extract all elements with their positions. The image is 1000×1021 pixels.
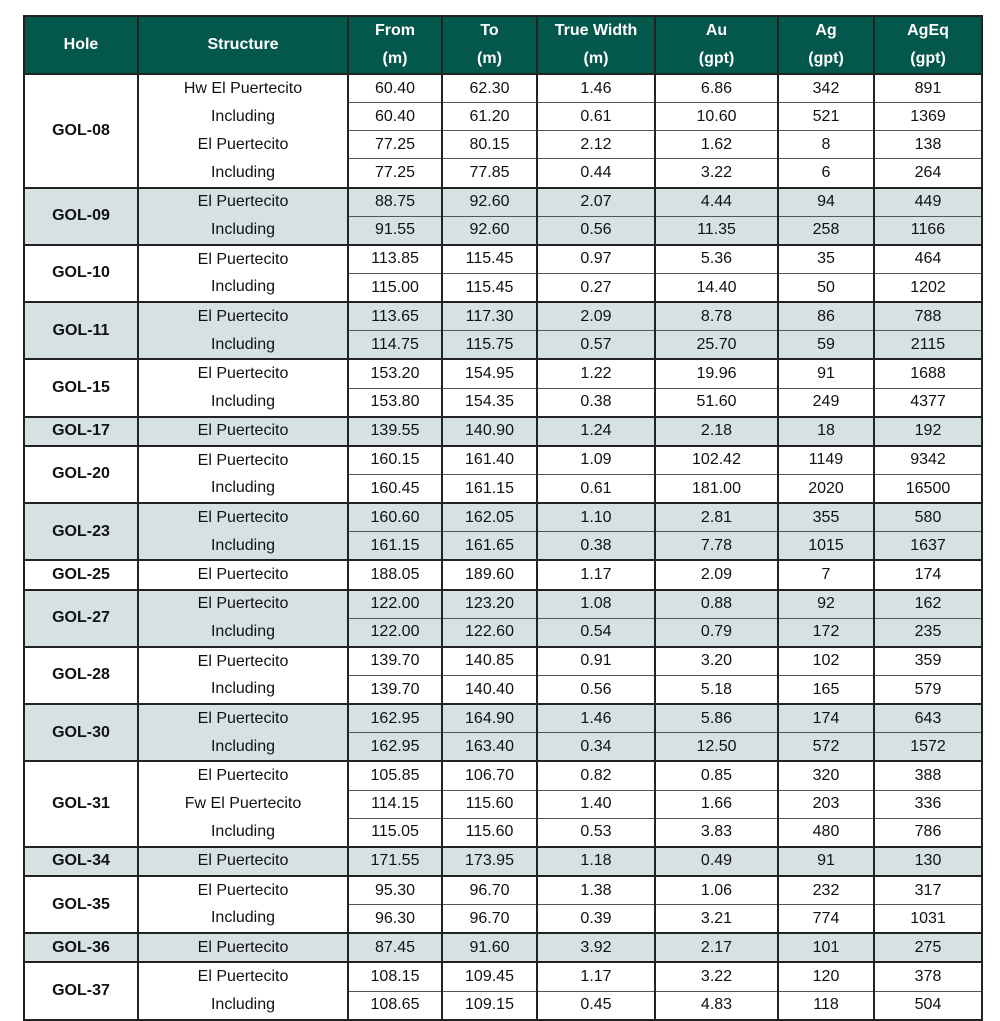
table-row: [24, 302, 982, 331]
true-width-cell: 0.53: [537, 818, 655, 847]
from-cell: 122.00: [348, 618, 442, 647]
au-cell: 0.85: [655, 761, 778, 790]
table-row: [24, 590, 982, 619]
structure-cell: Including: [138, 905, 348, 934]
structure-cell: Including: [138, 159, 348, 188]
ag-cell: 94: [778, 188, 874, 217]
ag-cell: 86: [778, 302, 874, 331]
structure-cell: Including: [138, 388, 348, 417]
structure-cell: Including: [138, 818, 348, 847]
ageq-cell: 388: [874, 761, 982, 790]
au-cell: 0.88: [655, 590, 778, 619]
structure-cell: Including: [138, 733, 348, 762]
true-width-cell: 0.54: [537, 618, 655, 647]
to-cell: 115.45: [442, 273, 537, 302]
true-width-cell: 0.27: [537, 273, 655, 302]
to-cell: 115.75: [442, 331, 537, 360]
to-cell: 162.05: [442, 503, 537, 532]
from-cell: 60.40: [348, 103, 442, 131]
ag-cell: 8: [778, 131, 874, 159]
ag-cell: 6: [778, 159, 874, 188]
table-row: [24, 216, 982, 245]
structure-cell: El Puertecito: [138, 503, 348, 532]
ageq-cell: 264: [874, 159, 982, 188]
to-cell: 115.45: [442, 245, 537, 274]
table-row: [24, 790, 982, 818]
to-cell: 161.40: [442, 446, 537, 475]
header-to: To: [442, 16, 537, 45]
structure-cell: Including: [138, 675, 348, 704]
table-row: [24, 74, 982, 103]
from-cell: 115.05: [348, 818, 442, 847]
ag-cell: 35: [778, 245, 874, 274]
to-cell: 62.30: [442, 74, 537, 103]
true-width-cell: 0.39: [537, 905, 655, 934]
table-row: [24, 103, 982, 131]
to-cell: 154.35: [442, 388, 537, 417]
from-cell: 139.70: [348, 647, 442, 676]
table-header: [24, 16, 982, 74]
hole-cell: GOL-11: [24, 302, 138, 359]
hole-cell: GOL-09: [24, 188, 138, 245]
structure-cell: Including: [138, 618, 348, 647]
ag-cell: 102: [778, 647, 874, 676]
hole-cell: GOL-10: [24, 245, 138, 302]
to-cell: 161.15: [442, 474, 537, 503]
ageq-cell: 1202: [874, 273, 982, 302]
table-row: [24, 905, 982, 934]
true-width-cell: 1.24: [537, 417, 655, 446]
to-cell: 106.70: [442, 761, 537, 790]
table-row: [24, 532, 982, 561]
table-row: [24, 618, 982, 647]
ageq-cell: 579: [874, 675, 982, 704]
hole-cell: GOL-31: [24, 761, 138, 846]
table-row: [24, 503, 982, 532]
from-cell: 162.95: [348, 704, 442, 733]
hole-cell: GOL-15: [24, 359, 138, 416]
structure-cell: El Puertecito: [138, 245, 348, 274]
ageq-cell: 130: [874, 847, 982, 876]
structure-cell: El Puertecito: [138, 417, 348, 446]
au-cell: 4.44: [655, 188, 778, 217]
au-cell: 1.62: [655, 131, 778, 159]
from-cell: 162.95: [348, 733, 442, 762]
to-cell: 140.85: [442, 647, 537, 676]
table-row: [24, 446, 982, 475]
ageq-cell: 464: [874, 245, 982, 274]
ag-cell: 355: [778, 503, 874, 532]
true-width-cell: 1.46: [537, 704, 655, 733]
ageq-cell: 192: [874, 417, 982, 446]
to-cell: 173.95: [442, 847, 537, 876]
au-cell: 3.21: [655, 905, 778, 934]
ageq-cell: 4377: [874, 388, 982, 417]
ag-cell: 91: [778, 847, 874, 876]
from-cell: 114.75: [348, 331, 442, 360]
ag-cell: 50: [778, 273, 874, 302]
au-cell: 11.35: [655, 216, 778, 245]
true-width-cell: 0.56: [537, 216, 655, 245]
true-width-cell: 2.12: [537, 131, 655, 159]
table-row: [24, 818, 982, 847]
structure-cell: Including: [138, 216, 348, 245]
au-cell: 14.40: [655, 273, 778, 302]
au-cell: 8.78: [655, 302, 778, 331]
from-cell: 95.30: [348, 876, 442, 905]
au-cell: 5.36: [655, 245, 778, 274]
structure-cell: El Puertecito: [138, 188, 348, 217]
table-row: [24, 675, 982, 704]
true-width-cell: 1.22: [537, 359, 655, 388]
au-cell: 1.06: [655, 876, 778, 905]
to-cell: 189.60: [442, 560, 537, 589]
au-cell: 1.66: [655, 790, 778, 818]
to-cell: 140.40: [442, 675, 537, 704]
structure-cell: Including: [138, 532, 348, 561]
au-cell: 2.17: [655, 933, 778, 962]
from-cell: 139.55: [348, 417, 442, 446]
ageq-cell: 235: [874, 618, 982, 647]
ageq-cell: 1166: [874, 216, 982, 245]
ag-cell: 172: [778, 618, 874, 647]
au-cell: 102.42: [655, 446, 778, 475]
from-cell: 108.65: [348, 991, 442, 1020]
from-cell: 113.85: [348, 245, 442, 274]
ag-cell: 92: [778, 590, 874, 619]
to-cell: 77.85: [442, 159, 537, 188]
from-cell: 139.70: [348, 675, 442, 704]
au-cell: 25.70: [655, 331, 778, 360]
hole-cell: GOL-34: [24, 847, 138, 876]
au-cell: 3.83: [655, 818, 778, 847]
from-cell: 115.00: [348, 273, 442, 302]
ag-cell: 572: [778, 733, 874, 762]
hole-cell: GOL-35: [24, 876, 138, 933]
structure-cell: El Puertecito: [138, 962, 348, 991]
from-cell: 122.00: [348, 590, 442, 619]
header-true-width: True Width: [537, 16, 655, 45]
true-width-cell: 3.92: [537, 933, 655, 962]
structure-cell: El Puertecito: [138, 590, 348, 619]
ageq-cell: 1637: [874, 532, 982, 561]
table-row: [24, 560, 982, 589]
ageq-cell: 1572: [874, 733, 982, 762]
hole-cell: GOL-20: [24, 446, 138, 503]
true-width-cell: 1.09: [537, 446, 655, 475]
from-cell: 160.15: [348, 446, 442, 475]
ageq-cell: 788: [874, 302, 982, 331]
true-width-cell: 0.97: [537, 245, 655, 274]
to-cell: 91.60: [442, 933, 537, 962]
hole-cell: GOL-30: [24, 704, 138, 761]
structure-cell: Including: [138, 273, 348, 302]
true-width-cell: 0.61: [537, 474, 655, 503]
table-row: [24, 847, 982, 876]
table-row: [24, 761, 982, 790]
structure-cell: El Puertecito: [138, 933, 348, 962]
ageq-cell: 16500: [874, 474, 982, 503]
table-row: [24, 388, 982, 417]
ageq-cell: 162: [874, 590, 982, 619]
table-row: [24, 733, 982, 762]
to-cell: 80.15: [442, 131, 537, 159]
ag-cell: 7: [778, 560, 874, 589]
to-cell: 122.60: [442, 618, 537, 647]
structure-cell: Fw El Puertecito: [138, 790, 348, 818]
ag-cell: 258: [778, 216, 874, 245]
ag-cell: 521: [778, 103, 874, 131]
ag-cell: 101: [778, 933, 874, 962]
ageq-cell: 317: [874, 876, 982, 905]
from-cell: 96.30: [348, 905, 442, 934]
true-width-cell: 1.18: [537, 847, 655, 876]
au-cell: 0.79: [655, 618, 778, 647]
true-width-cell: 1.46: [537, 74, 655, 103]
structure-cell: Including: [138, 474, 348, 503]
from-cell: 161.15: [348, 532, 442, 561]
ag-cell: 249: [778, 388, 874, 417]
from-cell: 87.45: [348, 933, 442, 962]
table-row: [24, 474, 982, 503]
table-row: [24, 991, 982, 1020]
true-width-cell: 0.56: [537, 675, 655, 704]
ageq-cell: 275: [874, 933, 982, 962]
ageq-cell: 138: [874, 131, 982, 159]
from-cell: 160.60: [348, 503, 442, 532]
from-cell: 153.80: [348, 388, 442, 417]
from-cell: 113.65: [348, 302, 442, 331]
ag-cell: 18: [778, 417, 874, 446]
au-cell: 7.78: [655, 532, 778, 561]
structure-cell: Including: [138, 991, 348, 1020]
to-cell: 92.60: [442, 216, 537, 245]
true-width-cell: 1.38: [537, 876, 655, 905]
from-cell: 108.15: [348, 962, 442, 991]
header-true-width-unit: (m): [537, 45, 655, 74]
to-cell: 115.60: [442, 818, 537, 847]
ageq-cell: 9342: [874, 446, 982, 475]
structure-cell: Including: [138, 103, 348, 131]
au-cell: 3.22: [655, 962, 778, 991]
structure-cell: El Puertecito: [138, 131, 348, 159]
ag-cell: 174: [778, 704, 874, 733]
table-row: [24, 417, 982, 446]
drill-results-table: [23, 15, 983, 1021]
true-width-cell: 0.44: [537, 159, 655, 188]
header-au-unit: (gpt): [655, 45, 778, 74]
ag-cell: 774: [778, 905, 874, 934]
to-cell: 161.65: [442, 532, 537, 561]
table-row: [24, 704, 982, 733]
ag-cell: 1149: [778, 446, 874, 475]
to-cell: 92.60: [442, 188, 537, 217]
structure-cell: El Puertecito: [138, 560, 348, 589]
header-from: From: [348, 16, 442, 45]
header-au: Au: [655, 16, 778, 45]
from-cell: 171.55: [348, 847, 442, 876]
header-ag: Ag: [778, 16, 874, 45]
to-cell: 61.20: [442, 103, 537, 131]
true-width-cell: 0.57: [537, 331, 655, 360]
from-cell: 60.40: [348, 74, 442, 103]
to-cell: 109.45: [442, 962, 537, 991]
header-ageq: AgEq: [874, 16, 982, 45]
structure-cell: El Puertecito: [138, 359, 348, 388]
au-cell: 5.18: [655, 675, 778, 704]
header-ag-unit: (gpt): [778, 45, 874, 74]
table-row: [24, 647, 982, 676]
true-width-cell: 0.34: [537, 733, 655, 762]
table-row: [24, 933, 982, 962]
to-cell: 109.15: [442, 991, 537, 1020]
header-to-unit: (m): [442, 45, 537, 74]
au-cell: 2.09: [655, 560, 778, 589]
au-cell: 3.22: [655, 159, 778, 188]
to-cell: 164.90: [442, 704, 537, 733]
ageq-cell: 359: [874, 647, 982, 676]
true-width-cell: 1.08: [537, 590, 655, 619]
true-width-cell: 1.40: [537, 790, 655, 818]
header-from-unit: (m): [348, 45, 442, 74]
header-ageq-unit: (gpt): [874, 45, 982, 74]
ageq-cell: 504: [874, 991, 982, 1020]
structure-cell: El Puertecito: [138, 847, 348, 876]
structure-cell: El Puertecito: [138, 704, 348, 733]
from-cell: 114.15: [348, 790, 442, 818]
au-cell: 181.00: [655, 474, 778, 503]
ag-cell: 59: [778, 331, 874, 360]
au-cell: 3.20: [655, 647, 778, 676]
true-width-cell: 1.17: [537, 560, 655, 589]
true-width-cell: 0.38: [537, 388, 655, 417]
true-width-cell: 0.91: [537, 647, 655, 676]
structure-cell: El Puertecito: [138, 302, 348, 331]
table-row: [24, 359, 982, 388]
ag-cell: 2020: [778, 474, 874, 503]
au-cell: 12.50: [655, 733, 778, 762]
ageq-cell: 174: [874, 560, 982, 589]
au-cell: 5.86: [655, 704, 778, 733]
ageq-cell: 1031: [874, 905, 982, 934]
hole-cell: GOL-23: [24, 503, 138, 560]
hole-cell: GOL-36: [24, 933, 138, 962]
ag-cell: 118: [778, 991, 874, 1020]
hole-cell: GOL-25: [24, 560, 138, 589]
from-cell: 153.20: [348, 359, 442, 388]
to-cell: 96.70: [442, 876, 537, 905]
true-width-cell: 2.07: [537, 188, 655, 217]
ageq-cell: 449: [874, 188, 982, 217]
au-cell: 51.60: [655, 388, 778, 417]
ag-cell: 232: [778, 876, 874, 905]
au-cell: 19.96: [655, 359, 778, 388]
true-width-cell: 1.17: [537, 962, 655, 991]
from-cell: 105.85: [348, 761, 442, 790]
true-width-cell: 0.82: [537, 761, 655, 790]
table-body: [24, 74, 982, 1020]
structure-cell: El Puertecito: [138, 446, 348, 475]
ageq-cell: 891: [874, 74, 982, 103]
from-cell: 91.55: [348, 216, 442, 245]
ag-cell: 120: [778, 962, 874, 991]
to-cell: 96.70: [442, 905, 537, 934]
au-cell: 6.86: [655, 74, 778, 103]
ag-cell: 1015: [778, 532, 874, 561]
au-cell: 2.81: [655, 503, 778, 532]
from-cell: 77.25: [348, 159, 442, 188]
true-width-cell: 0.38: [537, 532, 655, 561]
to-cell: 154.95: [442, 359, 537, 388]
header-hole: Hole: [24, 16, 138, 74]
ageq-cell: 2115: [874, 331, 982, 360]
structure-cell: Including: [138, 331, 348, 360]
ag-cell: 91: [778, 359, 874, 388]
true-width-cell: 0.61: [537, 103, 655, 131]
hole-cell: GOL-28: [24, 647, 138, 704]
ageq-cell: 378: [874, 962, 982, 991]
ag-cell: 165: [778, 675, 874, 704]
table-row: [24, 188, 982, 217]
table-row: [24, 876, 982, 905]
au-cell: 4.83: [655, 991, 778, 1020]
ag-cell: 320: [778, 761, 874, 790]
au-cell: 10.60: [655, 103, 778, 131]
to-cell: 123.20: [442, 590, 537, 619]
au-cell: 2.18: [655, 417, 778, 446]
to-cell: 115.60: [442, 790, 537, 818]
ag-cell: 480: [778, 818, 874, 847]
au-cell: 0.49: [655, 847, 778, 876]
table-row: [24, 273, 982, 302]
structure-cell: El Puertecito: [138, 876, 348, 905]
ag-cell: 342: [778, 74, 874, 103]
ageq-cell: 1688: [874, 359, 982, 388]
true-width-cell: 1.10: [537, 503, 655, 532]
table-row: [24, 962, 982, 991]
ageq-cell: 580: [874, 503, 982, 532]
from-cell: 77.25: [348, 131, 442, 159]
from-cell: 88.75: [348, 188, 442, 217]
from-cell: 188.05: [348, 560, 442, 589]
ageq-cell: 1369: [874, 103, 982, 131]
table-row: [24, 159, 982, 188]
hole-cell: GOL-27: [24, 590, 138, 647]
structure-cell: El Puertecito: [138, 761, 348, 790]
true-width-cell: 0.45: [537, 991, 655, 1020]
ageq-cell: 786: [874, 818, 982, 847]
hole-cell: GOL-08: [24, 74, 138, 188]
to-cell: 163.40: [442, 733, 537, 762]
table-row: [24, 131, 982, 159]
true-width-cell: 2.09: [537, 302, 655, 331]
hole-cell: GOL-17: [24, 417, 138, 446]
ageq-cell: 336: [874, 790, 982, 818]
to-cell: 140.90: [442, 417, 537, 446]
ageq-cell: 643: [874, 704, 982, 733]
table-row: [24, 331, 982, 360]
structure-cell: El Puertecito: [138, 647, 348, 676]
structure-cell: Hw El Puertecito: [138, 74, 348, 103]
header-structure: Structure: [138, 16, 348, 74]
hole-cell: GOL-37: [24, 962, 138, 1019]
to-cell: 117.30: [442, 302, 537, 331]
from-cell: 160.45: [348, 474, 442, 503]
table-row: [24, 245, 982, 274]
ag-cell: 203: [778, 790, 874, 818]
